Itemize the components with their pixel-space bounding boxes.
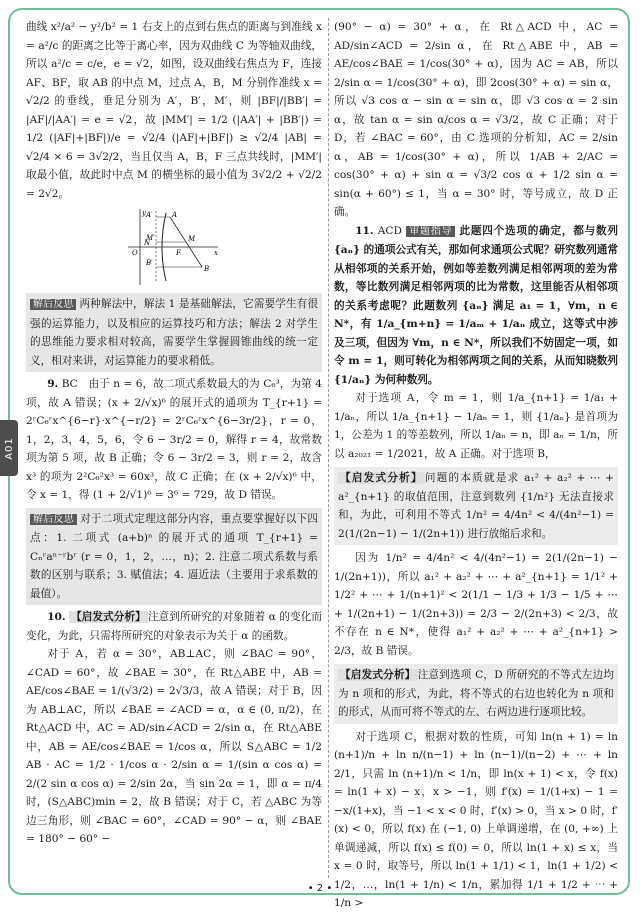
graph-label-a: A: [172, 211, 178, 219]
graph-label-b: B: [204, 265, 210, 273]
hint-box-2: 【启发式分析】 注意到选项 C，D 所研究的不等式左边均为 n 项和的形式，为此，将不等式的右边也转化为 n 项和的形式，从而可将不等式的左、右两边进行逐项比较。: [334, 664, 618, 724]
solution-11-option-b: 因为 1/n² = 4/4n² < 4/(4n²−1) = 2(1/(2n−1) − 1/(2n+1))，所以 a₁² + a₂² + ⋯ + a²_{n+1} = 1/1² + 1/2² + ⋯ + 1/(n+1)² < 2(1/1 − 1/3 + 1/3 − 1/5 + ⋯ + 1/(2n+1) − 1/(2n+3)) = 2/3 − 2/(2n+3) < 2/3，故不存在 n ∈ N*，使得 a₁² + a₂² + ⋯ + a²_{n+1} > 2/3，故 B 错误。: [334, 552, 618, 657]
solution-10-continued: (90° − α) = 30° + α，在 Rt△ACD 中，AC = AD/sin∠ACD = 2/sin α，在 Rt△ABE 中，AB = AE/cos∠BAE = 1/cos(30° + α)，因为 AC = AB，所以 2/sin α = 1/cos(30° + α)，即 2cos(30° + α) = sin α，所以 √3 cos α − sin α = sin α，即 √3 cos α = 2 sin α，故 tan α = sin α/cos α = √3/2，故 C 正确；对于 D，若 ∠BAC = 60°，由 C 选项的分析知，AC = 2/sin α，AB = 1/cos(30° + α)，所以 1/AB + 2/AC = cos(30° + α) + sin α = √3/2 cos α + 1/2 sin α = sin(α + 60°) ≤ 1，当 α = 30° 时，等号成立，故 D 正确。: [334, 21, 618, 218]
solution-11-guide: 11. ACD 审题指导 此题四个选项的确定，都与数列 {aₙ} 的通项公式有关，那如何求通项公式呢？研究数列通常从相邻项的关系开始，例如等差数列满足相邻两项的差为常数，等比数列满足相邻两项的比为常数，这里能否从相邻项的关系考虑呢？此题数列 {aₙ} 满足 a₁ = 1，∀m，n ∈ N*，有 1/a_{m+n} = 1/aₘ + 1/aₙ 成立，这等式中涉及三项，但因为 ∀m，n ∈ N*，所以我们不妨固定一项，如令 m = 1，则可转化为相邻两项之间的关系，从而知晓数列 {1/aₙ} 为何种数列。: [334, 224, 618, 386]
solution-9: 9. BC 由于 n = 6，故二项式系数最大的为 C₆³，为第 4 项，故 A 错误；(x + 2/√x)⁶ 的展开式的通项为 T_{r+1} = 2ʳC₆ʳx^{6−r}·x^{−r/2} = 2ʳC₆ʳx^{6−3r/2}，r = 0，1，2，3，4，5，6，令 6 − 3r/2 = 0，解得 r = 4，故常数项为第 5 项，故 B 正确；令 6 − 3r/2 = 3，则 r = 2，故含 x³ 的项为 2²C₆²x³ = 60x³，故 C 正确；在 (x + 2/√x)⁶ 中，令 x = 1，得 (1 + 2/√1)⁶ = 3⁶ = 729，故 D 错误。: [26, 378, 323, 501]
solution-10-intro: 10. 【启发式分析】 注意到所研究的对象随着 α 的变化而变化，为此，只需将所研究的对象表示为关于 α 的函数。: [26, 611, 323, 642]
graph-label-x: x: [214, 249, 218, 257]
graph-label-m-prime: M′: [146, 234, 155, 242]
right-column: [334, 18, 618, 913]
left-column: [26, 18, 322, 849]
solution-8-continued: 曲线 x²/a² − y²/b² = 1 右支上的点到右焦点的距离与到准线 x = a²/c 的距离之比等于离心率，因为双曲线 C 为等轴双曲线，所以 a²/c = c/e，e = √2，如图，设双曲线右焦点为 F，连接 AF、BF，取 AB 的中点 M，过点 A，B，M 分别作准线 x = √2/2 的垂线，垂足分别为 A′，B′，M′，则 |BF|/|BB′| = |AF|/|AA′| = e = √2，故 |MM′| = 1/2 (|AA′| + |BB′|) = 1/2 (|AF|+|BF|)/e = √2/4 (|AF|+|BF|) ≥ √2/4 |AB| = √2/4 × 6 = 3√2/2，当且仅当 A，B，F 三点共线时，|MM′| 取最小值，故此时中点 M 的横坐标的最小值为 3√2/2 + √2/2 = 2√2。: [26, 21, 322, 200]
graph-label-o: O: [132, 249, 138, 257]
solution-11-option-c: 对于选项 C，根据对数的性质，可知 ln(n + 1) = ln (n+1)/n + ln n/(n−1) + ln (n−1)/(n−2) + ⋯ + ln 2/1，只需 ln (n+1)/n < 1/n，即 ln(x + 1) < x，令 f(x) = ln(1 + x) − x，x > −1，则 f′(x) = 1/(1+x) − 1 = −x/(1+x)，当 −1 < x < 0 时，f′(x) > 0，当 x > 0 时，f′(x) < 0，所以 f(x) 在 (−1, 0) 上单调递增，在 (0, +∞) 上单调递减，所以 f(x) ≤ f(0) = 0，所以 ln(1 + x) ≤ x，当 x = 0 时，取等号，所以 ln(1 + 1/1) < 1，ln(1 + 1/2) < 1/2，…，ln(1 + 1/n) < 1/n，累加得 1/1 + 1/2 + ⋯ + 1/n >: [334, 730, 618, 909]
graph-label-y: y: [142, 209, 146, 217]
heuristic-tag: 【启发式分析】: [71, 611, 146, 623]
graph-label-a-prime: A′: [146, 211, 153, 219]
heuristic-tag: 【启发式分析】: [340, 669, 416, 681]
graph-label-b-prime: B′: [146, 259, 153, 267]
review-box-1: [26, 293, 322, 372]
review-text: 对于二项式定理这部分内容，重点要掌握好以下四点：1. 二项式 (a+b)ⁿ 的展开式的通项 T_{r+1} = Cₙʳaⁿ⁻ʳbʳ (r = 0，1，2，…，n)；2. 注意二项式系数与系数的区别与联系；3. 赋值法；4. 逼近法（主要用于求系数的最值）。: [30, 512, 319, 600]
guide-tag: 审题指导: [406, 226, 455, 237]
review-label: 解后反思: [30, 514, 77, 525]
graph-label-f: F: [176, 249, 181, 257]
solution-10-body: 对于 A，若 α = 30°，AB⊥AC，则 ∠BAC = 90°，∠CAD = 60°，故 ∠BAE = 30°，在 Rt△ABE 中，AB = AE/cos∠BAE = 1/(√3/2) = 2√3/3，故 A 错误；对于 B，因为 AB⊥AC，所以 ∠BAE = ∠ACD = α，α ∈ (0, π/2)，在 Rt△ACD 中，AC = AD/sin∠ACD = 2/sin α，在 Rt△ABE 中，AB = AE/cos∠BAE = 1/cos α，所以 S△ABC = 1/2 AB · AC = 1/2 · 1/cos α · 2/sin α = 1/(sin α cos α) = 2/(2 sin α cos α) = 2/sin 2α，当 sin 2α = 1，即 α = π/4 时，(S△ABC)min = 2，故 B 错误；对于 C，若 △ABC 为等边三角形，则 ∠BAC = 60°，∠CAD = 90° − α，则 ∠BAE = 180° − 60° −: [26, 648, 322, 845]
column-divider: [328, 18, 329, 878]
hint-box-1: 【启发式分析】 问题的本质就是求 a₁² + a₂² + ⋯ + a²_{n+1} 的取值范围，注意到数列 {1/n²} 无法直接求和，为此，可利用不等式 1/n² = 4/4n² < 4/(4n²−1) = 2(1/(2n−1) − 1/(2n+1)) 进行放缩后求和。: [334, 467, 618, 545]
heuristic-tag: 【启发式分析】: [340, 472, 423, 484]
graph-label-n: N: [144, 239, 151, 247]
hyperbola-figure: [118, 207, 228, 287]
graph-label-m: M: [188, 235, 196, 243]
solution-11-option-a: 对于选项 A，令 m = 1，则 1/a_{n+1} = 1/a₁ + 1/aₙ，所以 1/a_{n+1} − 1/aₙ = 1，则 {1/aₙ} 是首项为 1，公差为 1 的等差数列，所以 1/aₙ = n，即 aₙ = 1/n，所以 a₂₀₂₁ = 1/2021，故 A 正确。对于选项 B，: [334, 392, 618, 460]
review-label: 解后反思: [30, 299, 76, 310]
review-text: 两种解法中，解法 1 是基础解法，它需要学生有很强的运算能力，以及相应的运算技巧和方法；解法 2 对学生的思维能力要求相对较高，需要学生掌握圆锥曲线的统一定义，相对来讲，对运算能力的要求稍低。: [30, 298, 318, 367]
page-number: • 2 •: [307, 883, 333, 894]
review-box-2: [26, 508, 322, 606]
section-tab: A01: [0, 420, 18, 476]
